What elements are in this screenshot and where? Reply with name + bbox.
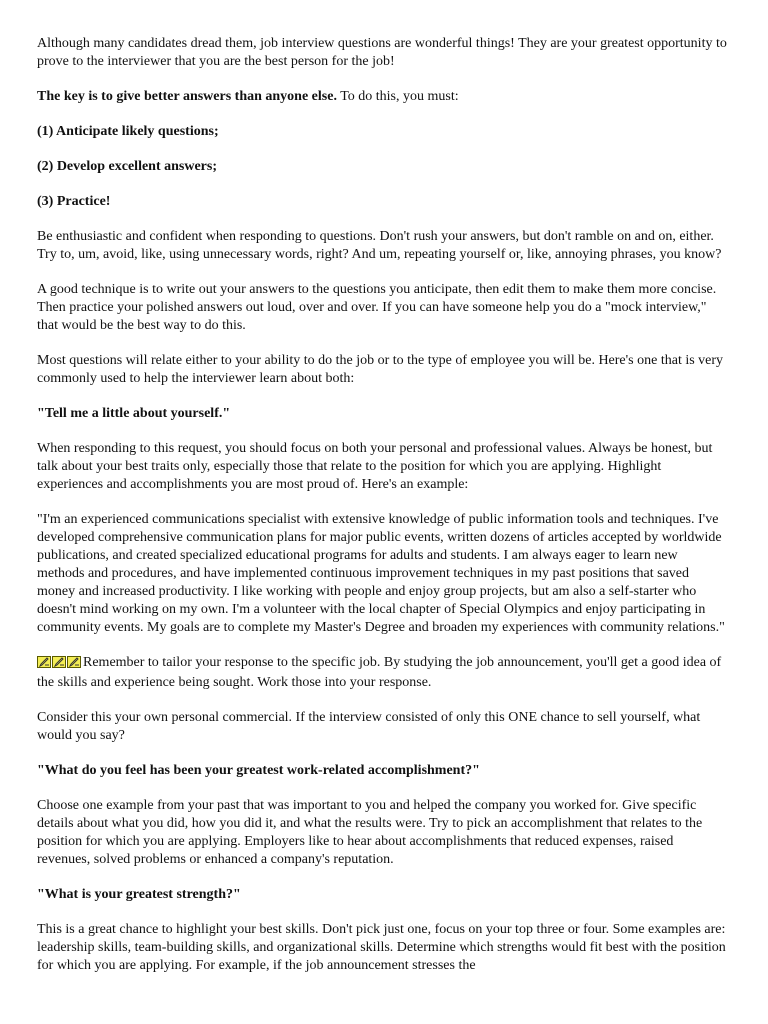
key-paragraph [37, 88, 727, 106]
question-tell-me: "Tell me a little about yourself." [37, 406, 231, 421]
responding-paragraph: When responding to this request, you should focus on both your personal and professional values. Always be honest, but talk about your best traits only, especially those that relate to the position for which you are applying. Highlight experiences and accomplishments you are most proud of. Here's an example: [37, 441, 713, 492]
strength-answer-paragraph: This is a great chance to highlight your best skills. Don't pick just one, focus on your top three or four. Some examples are: leadership skills, team-building skills, and organizational skills. Determine which strengths would fit best with the position for which you are applying. For example, if the job announcement stresses the [37, 922, 726, 973]
step-anticipate: (1) Anticipate likely questions; [37, 124, 219, 139]
tip-icons [37, 656, 82, 674]
pencil-note-icon [37, 656, 51, 668]
pencil-note-icon [52, 656, 66, 668]
technique-paragraph: A good technique is to write out your answers to the questions you anticipate, then edit them to make them more concise. Then practice your polished answers out loud, over and over. If you can have someone help you do a "mock interview," that would be the best way to do this. [37, 282, 717, 333]
example-quote-paragraph: "I'm an experienced communications specialist with extensive knowledge of public information tools and techniques. I've developed comprehensive communication plans for major public events, written dozens of articles accepted by worldwide publications, and created specialized educational programs for adults and students. I am always eager to learn new methods and procedures, and have implemented continuous improvement techniques in my past positions that saved money and increased productivity. I like working with people and enjoy group projects, but am also a self-starter who doesn't mind working on my own. I'm a volunteer with the local chapter of Special Olympics and enjoy participating in community events. My goals are to complete my Master's Degree and broaden my experiences with community relations." [37, 512, 725, 635]
question-strength: "What is your greatest strength?" [37, 887, 241, 902]
remember-paragraph [37, 654, 727, 692]
choose-example-paragraph: Choose one example from your past that was important to you and helped the company you worked for. Give specific details about what you did, how you did it, and what the results were. Try to pick an accomplishment that relates to the position for which you are applying. Employers like to hear about accomplishments that reduced expenses, raised revenues, solved problems or enhanced a company's reputation. [37, 798, 703, 867]
question-accomplishment: "What do you feel has been your greatest work-related accomplishment?" [37, 763, 480, 778]
document-body [37, 35, 727, 992]
step-develop: (2) Develop excellent answers; [37, 159, 218, 174]
key-bold-text: The key is to give better answers than anyone else. [37, 89, 337, 104]
pencil-note-icon [67, 656, 81, 668]
step-practice: (3) Practice! [37, 194, 111, 209]
key-rest-text: To do this, you must: [336, 89, 459, 104]
intro-paragraph: Although many candidates dread them, job interview questions are wonderful things! They are your greatest opportunity to prove to the interviewer that you are the best person for the job! [37, 36, 727, 69]
enthusiastic-paragraph: Be enthusiastic and confident when responding to questions. Don't rush your answers, but don't ramble on and on, either. Try to, um, avoid, like, using unnecessary words, right? And um, repeating yourself or, like, annoying phrases, you know? [37, 229, 722, 262]
commercial-paragraph: Consider this your own personal commercial. If the interview consisted of only this ONE chance to sell yourself, what would you say? [37, 710, 701, 743]
most-questions-paragraph: Most questions will relate either to your ability to do the job or to the type of employee you will be. Here's one that is very commonly used to help the interviewer learn about both: [37, 353, 724, 386]
remember-text: Remember to tailor your response to the specific job. By studying the job announcement, you'll get a good idea of the skills and experience being sought. Work those into your response. [37, 655, 722, 690]
